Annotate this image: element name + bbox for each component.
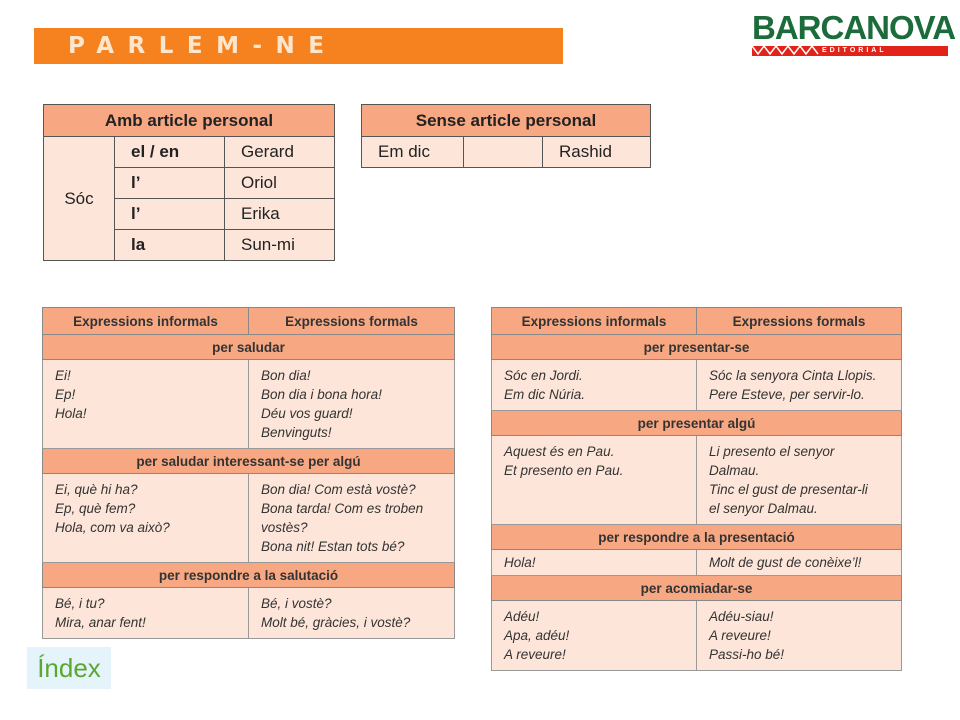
article-cell: l’ <box>115 168 225 199</box>
article-cell <box>464 137 543 168</box>
article-cell: la <box>115 230 225 261</box>
expression: Molt de gust de conèixe’l! <box>709 555 862 570</box>
formal-cell <box>697 360 902 411</box>
expression: Déu vos guard! <box>261 406 353 421</box>
section-title: per presentar-se <box>492 335 902 360</box>
expression: Bon dia! Com està vostè? <box>261 482 416 497</box>
expression: Pere Esteve, per servir-lo. <box>709 387 865 402</box>
expression: Et presento en Pau. <box>504 463 624 478</box>
name-cell: Oriol <box>225 168 335 199</box>
name-cell: Erika <box>225 199 335 230</box>
expression: Apa, adéu! <box>504 628 570 643</box>
formal-cell <box>249 474 455 563</box>
section-title: per saludar interessant-se per algú <box>43 449 455 474</box>
informal-cell <box>492 360 697 411</box>
section-title: per respondre a la presentació <box>492 525 902 550</box>
expression: Benvinguts! <box>261 425 332 440</box>
expression: Ep! <box>55 387 76 402</box>
table-header: Amb article personal <box>44 105 335 137</box>
column-header-formal: Expressions formals <box>697 308 902 335</box>
expression: Bona nit! Estan tots bé? <box>261 539 405 554</box>
formal-cell <box>697 550 902 576</box>
informal-cell <box>43 360 249 449</box>
formal-cell <box>249 360 455 449</box>
article-cell: el / en <box>115 137 225 168</box>
no-article-table <box>361 104 651 168</box>
publisher-logo <box>752 9 956 60</box>
column-header-formal: Expressions formals <box>249 308 455 335</box>
index-link[interactable]: Índex <box>27 647 111 689</box>
verb-cell: Em dic <box>362 137 464 168</box>
formal-cell <box>249 588 455 639</box>
expression: Hola! <box>55 406 87 421</box>
informal-cell <box>43 474 249 563</box>
informal-cell <box>43 588 249 639</box>
formal-cell <box>697 601 902 671</box>
section-title: per presentar algú <box>492 411 902 436</box>
expression: A reveure! <box>709 628 771 643</box>
informal-cell <box>492 601 697 671</box>
expression: Ei, què hi ha? <box>55 482 138 497</box>
expression: Mira, anar fent! <box>55 615 146 630</box>
title-banner <box>34 28 563 64</box>
expression: el senyor Dalmau. <box>709 501 818 516</box>
expression: Tinc el gust de presentar-li <box>709 482 868 497</box>
expression: vostès? <box>261 520 308 535</box>
section-title: per respondre a la salutació <box>43 563 455 588</box>
greetings-expressions-table <box>42 307 455 639</box>
expression: Dalmau. <box>709 463 760 478</box>
introductions-expressions-table <box>491 307 902 671</box>
section-title: per acomiadar-se <box>492 576 902 601</box>
banner-title: PARLEM-NE <box>68 33 338 59</box>
expression: Adéu-siau! <box>709 609 774 624</box>
column-header-informal: Expressions informals <box>43 308 249 335</box>
logo-subtitle: EDITORIAL <box>822 47 887 54</box>
expression: Hola, com va això? <box>55 520 170 535</box>
personal-article-table <box>43 104 335 261</box>
informal-cell <box>492 550 697 576</box>
expression: Li presento el senyor <box>709 444 835 459</box>
table-header: Sense article personal <box>362 105 651 137</box>
expression: Bon dia i bona hora! <box>261 387 382 402</box>
section-title: per saludar <box>43 335 455 360</box>
expression: Bé, i vostè? <box>261 596 332 611</box>
formal-cell <box>697 436 902 525</box>
expression: Em dic Núria. <box>504 387 586 402</box>
informal-cell <box>492 436 697 525</box>
expression: Bon dia! <box>261 368 311 383</box>
expression: Molt bé, gràcies, i vostè? <box>261 615 411 630</box>
expression: Bé, i tu? <box>55 596 105 611</box>
name-cell: Gerard <box>225 137 335 168</box>
expression: Adéu! <box>504 609 540 624</box>
expression: Passi-ho bé! <box>709 647 785 662</box>
article-cell: l’ <box>115 199 225 230</box>
expression: Ep, què fem? <box>55 501 136 516</box>
expression: Hola! <box>504 555 536 570</box>
logo-wordmark: BARCANOVA <box>752 9 956 46</box>
name-cell: Sun-mi <box>225 230 335 261</box>
column-header-informal: Expressions informals <box>492 308 697 335</box>
verb-cell: Sóc <box>44 137 115 261</box>
expression: A reveure! <box>504 647 566 662</box>
expression: Sóc en Jordi. <box>504 368 583 383</box>
expression: Aquest és en Pau. <box>504 444 615 459</box>
expression: Ei! <box>55 368 71 383</box>
expression: Bona tarda! Com es troben <box>261 501 424 516</box>
expression: Sóc la senyora Cinta Llopis. <box>709 368 877 383</box>
name-cell: Rashid <box>543 137 651 168</box>
